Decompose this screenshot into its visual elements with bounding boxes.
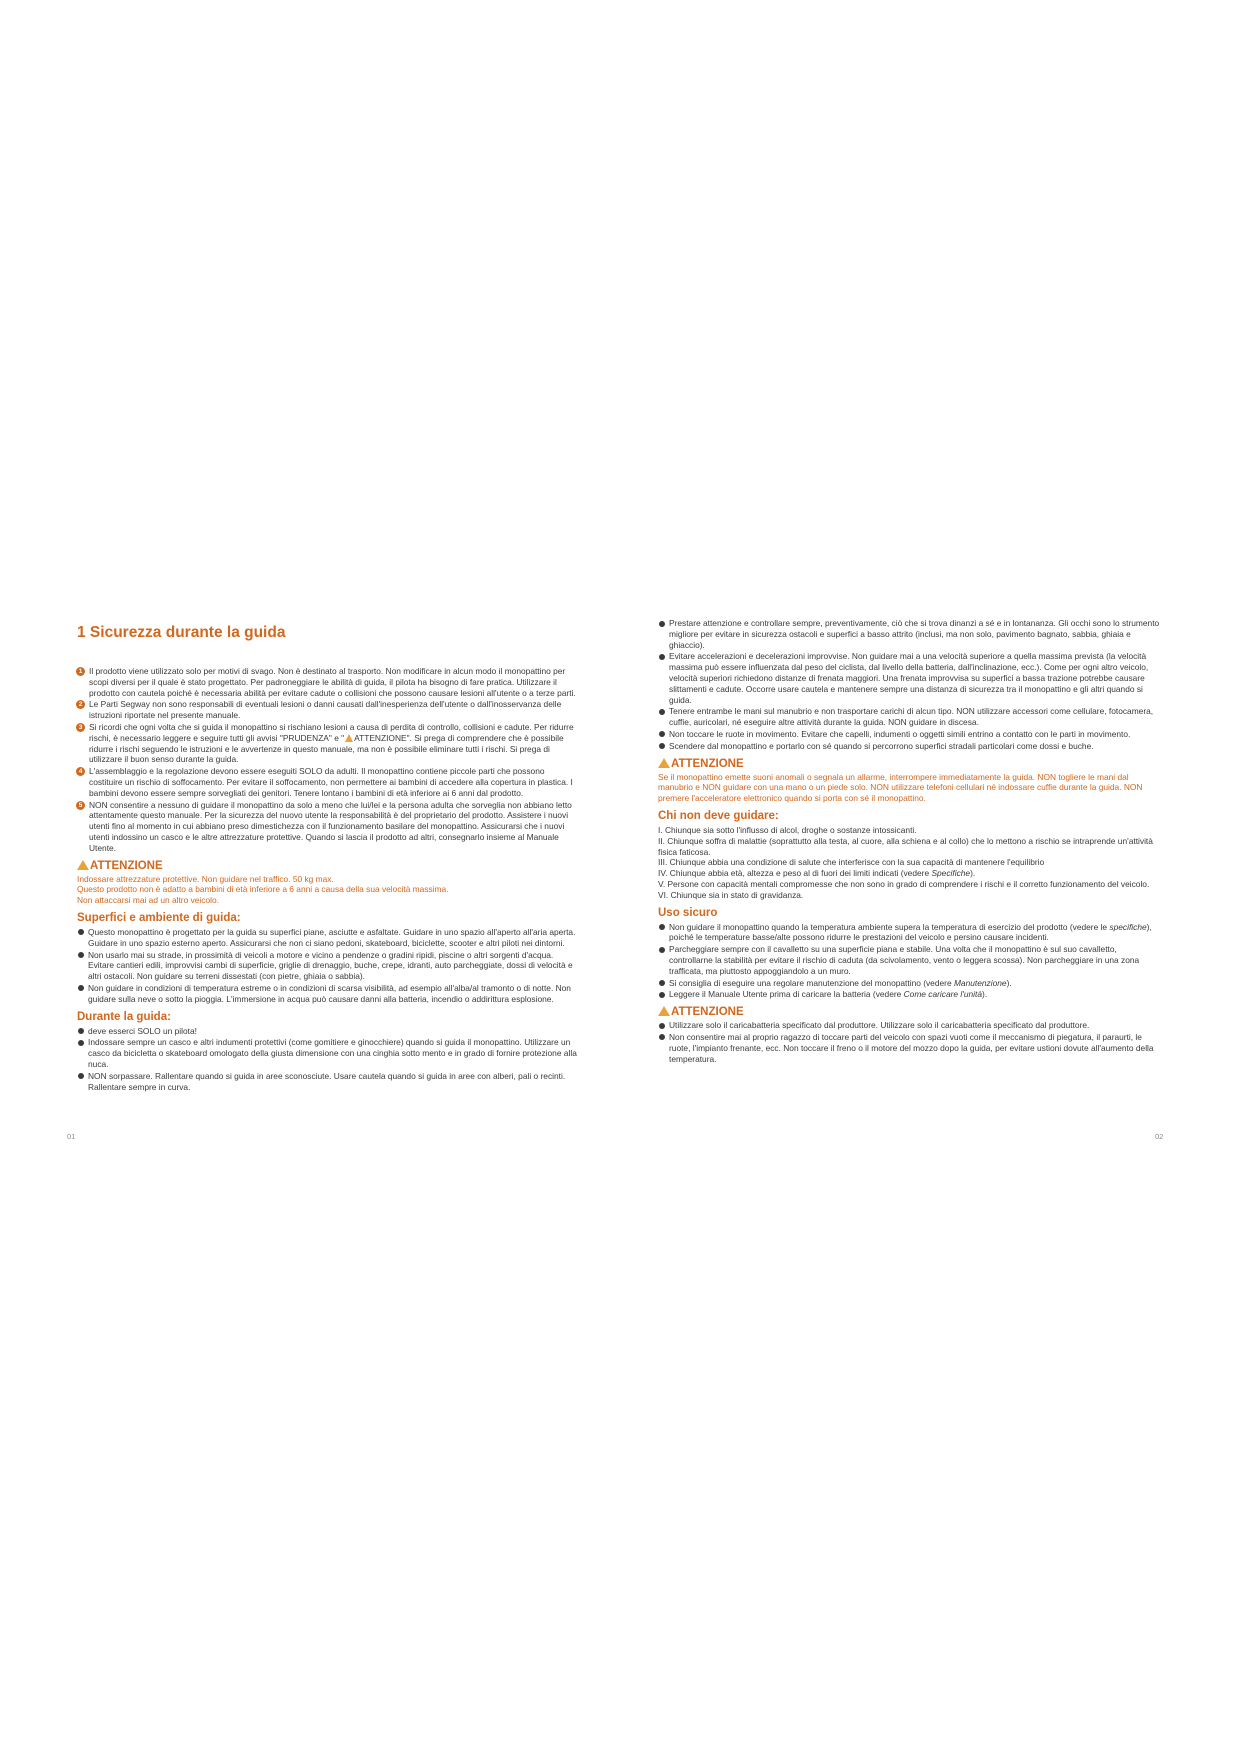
restriction-text: ).: [970, 868, 976, 879]
list-item-text: NON consentire a nessuno di guidare il monopattino da solo a meno che lui/lei e la persona adulta che sorveglia non abbiano letto attentamente questo manuale. Per la sicurezza del nuovo utente la responsabilità è del proprietario del prodotto. Assistere i nuovi utenti fino al momento in cui abbiano preso dimestichezza con il funzionamento basilare del monopattino. Assicurarsi che i nuovi utenti indossino un casco e le altre attrezzature protettive. Quando si lascia il prodotto ad altri, consegnarlo insieme al Manuale Utente.: [89, 799, 572, 853]
list-item-text: Parcheggiare sempre con il cavalletto su una superficie piana e stabile. Una volta che il monopattino è sul suo cavalletto, controllarne la stabilità per evitare il rischio di caduta (da scivolamento, vento o leggera scossa). Non parcheggiare in una zona trafficata, ma piuttosto appoggiandolo a un muro.: [669, 944, 1140, 976]
list-item: [77, 1071, 577, 1093]
list-item: [77, 699, 577, 721]
section-heading: Chi non deve guidare:: [658, 809, 779, 822]
left-page: [77, 618, 577, 1093]
list-item-text: NON sorpassare. Rallentare quando si guida in aree sconosciute. Usare cautela quando si guida in aree con alberi, pali o recinti. Rallentare sempre in curva.: [88, 1070, 566, 1092]
warning-text: Indossare attrezzature protettive. Non guidare nel traffico. 50 kg max.: [77, 873, 334, 884]
restriction-line: V. Persone con capacità mentali compromesse che non sono in grado di comprendere i rischi e il corretto funzionamento del veicolo.: [658, 878, 1150, 889]
list-item: [77, 950, 577, 982]
bullet-icon: [659, 621, 665, 627]
warning-triangle-icon: [77, 860, 89, 870]
warning-text: Questo prodotto non è adatto a bambini di età inferiore a 6 anni a causa della sua velocità massima.: [77, 884, 449, 895]
warning-heading: [658, 1006, 1160, 1019]
list-item-text: Non guidare in condizioni di temperatura estreme o in condizioni di scarsa visibilità, ad esempio all'alba/al tramonto o di notte. Non guidare sulla neve o sotto la pioggia. L'immersione in acqua può causare danni alla batteria, incendio o addirittura esplosione.: [88, 982, 571, 1004]
reference-link-text: Specifiche: [931, 868, 971, 879]
list-item-text: Evitare accelerazioni e decelerazioni improvvise. Non guidare mai a una velocità superiore a quella massima prevista (la velocità massima può essere influenzata dal peso del ciclista, dal livello della batteria, dall'inclinazione, ecc.). Come per ogni altro veicolo, velocità superiori richiedono distanze di frenata maggiori. Una frenata improvvisa su superfici a bassa trazione potrebbe causare slittamenti e cadute. Occorre usare cautela e mantenere sempre una distanza di sicurezza tra il monopattino e gli altri quando si guida.: [669, 651, 1149, 705]
list-item-text: Leggere il Manuale Utente prima di caricare la batteria (vedere: [669, 989, 904, 1000]
bullet-icon: [659, 654, 665, 660]
list-item-text: Si consiglia di eseguire una regolare manutenzione del monopattino (vedere: [669, 977, 954, 988]
list-item-text: Scendere dal monopattino e portarlo con sé quando si percorrono superfici stradali particolari come dossi e buche.: [669, 740, 1094, 751]
list-item-text: Non guidare il monopattino quando la temperatura ambiente supera la temperatura di esercizio del prodotto (vedere le: [669, 921, 1110, 932]
bullet-icon: [659, 980, 665, 986]
restriction-line: II. Chiunque soffra di malattie (soprattutto alla testa, al cuore, alla schiena e al collo) che lo mettono a rischio se intraprende un'attività fisica faticosa.: [658, 835, 1153, 857]
restriction-line: I. Chiunque sia sotto l'influsso di alcol, droghe o sostanze intossicanti.: [658, 824, 917, 835]
list-item: [77, 766, 577, 798]
right-page: [658, 618, 1160, 1065]
number-badge: 4: [76, 767, 85, 776]
bullet-icon: [78, 952, 84, 958]
list-item: [658, 944, 1160, 976]
warning-label: ATTENZIONE: [671, 1006, 744, 1019]
number-badge: 2: [76, 700, 85, 709]
list-item: [658, 706, 1160, 728]
list-item-text: Questo monopattino è progettato per la guida su superfici piane, asciutte e asfaltate. Guidare in uno spazio all'aperto all'aria aperta. Guidare in uno spazio esterno aperto. Assicurarsi che non ci siano pedoni, skateboard, biciclette, scooter e altri piloti nei dintorni.: [88, 926, 576, 948]
list-item-text: Indossare sempre un casco e altri indumenti protettivi (come gomitiere e ginocchiere) quando si guida il monopattino. Utilizzare un casco da bicicletta o skateboard omologato della giusta dimensione con una cinghia sotto mento e in grado di fornire protezione alla nuca.: [88, 1037, 577, 1069]
bullet-icon: [659, 731, 665, 737]
list-item-text: deve esserci SOLO un pilota!: [88, 1025, 197, 1036]
list-item: [658, 618, 1160, 650]
bullet-icon: [78, 1028, 84, 1034]
list-item-text: Non toccare le ruote in movimento. Evitare che capelli, indumenti o oggetti simili entrino a contatto con le parti in movimento.: [669, 728, 1131, 739]
list-item: [77, 927, 577, 949]
list-item: [658, 651, 1160, 705]
warning-text: Non attaccarsi mai ad un altro veicolo.: [77, 895, 219, 906]
list-item: [658, 978, 1160, 989]
list-item-text: ).: [982, 989, 988, 1000]
section-heading: Superfici e ambiente di guida:: [77, 911, 241, 924]
page-title: 1 Sicurezza durante la guida: [77, 624, 286, 641]
restriction-text: IV. Chiunque abbia età, altezza e peso al di fuori dei limiti indicati (vedere: [658, 868, 932, 879]
bullet-icon: [659, 709, 665, 715]
list-item: [77, 1037, 577, 1069]
bullet-icon: [659, 924, 665, 930]
bullet-icon: [659, 1023, 665, 1029]
list-item: [77, 983, 577, 1005]
bullet-icon: [659, 947, 665, 953]
section-heading: Uso sicuro: [658, 906, 718, 919]
section-heading: Durante la guida:: [77, 1010, 171, 1023]
bullet-list: [658, 1020, 1160, 1064]
bullet-list: [658, 922, 1160, 1001]
list-item-text: ), poiché le temperature basse/alte possono ridurre le prestazioni del veicolo e persino causare incidenti.: [669, 921, 1152, 943]
bullet-icon: [78, 985, 84, 991]
bullet-list: [77, 927, 577, 1005]
list-item: [77, 1026, 577, 1037]
bullet-list: [77, 1026, 577, 1093]
warning-heading: [658, 758, 1160, 771]
bullet-icon: [659, 1034, 665, 1040]
warning-text: Se il monopattino emette suoni anomali o segnala un allarme, interrompere immediatamente la guida. NON togliere le mani dal manubrio e NON guidare con una mano o un piede solo. NON utilizzare telefoni cellulari né indossare cuffie durante la guida. NON premere l'acceleratore elettronico quando si porta con sé il monopattino.: [658, 771, 1143, 804]
restriction-line: VI. Chiunque sia in stato di gravidanza.: [658, 889, 804, 900]
list-item: [77, 666, 577, 698]
numbered-safety-list: [77, 666, 577, 854]
list-item: [658, 741, 1160, 752]
list-item: [77, 800, 577, 854]
page-number-left: 01: [67, 1132, 76, 1141]
bullet-icon: [659, 743, 665, 749]
list-item-text: Le Parti Segway non sono responsabili di eventuali lesioni o danni causati dall'inesperienza dell'utente o dall'inosservanza delle istruzioni riportate nel presente manuale.: [89, 699, 562, 721]
bullet-icon: [78, 929, 84, 935]
restriction-line: III. Chiunque abbia una condizione di salute che interferisce con la sua capacità di mantenere l'equilibrio: [658, 857, 1045, 868]
warning-label: ATTENZIONE: [90, 859, 163, 872]
list-item-text: L'assemblaggio e la regolazione devono essere eseguiti SOLO da adulti. Il monopattino contiene piccole parti che possono costituire un rischio di soffocamento. Per evitare il soffocamento, non permettere ai bambini di accedere alla copertura in plastica. I bambini devono essere sempre sorvegliati dei genitori. Tenere lontano i bambini di età inferiore ai 6 anni dal prodotto.: [89, 766, 573, 798]
list-item-text: Tenere entrambe le mani sul manubrio e non trasportare carichi di alcun tipo. NON utilizzare accessori come cellulare, fotocamera, cuffie, auricolari, né eseguire altre attività durante la guida. NON guidare in discesa.: [669, 706, 1154, 728]
reference-link-text: Come caricare l'unità: [903, 989, 983, 1000]
reference-link-text: Manutenzione: [953, 977, 1007, 988]
number-badge: 5: [76, 801, 85, 810]
reference-link-text: specifiche: [1109, 921, 1147, 932]
list-item-text: Prestare attenzione e controllare sempre, preventivamente, ciò che si trova dinanzi a sé e in lontananza. Gli occhi sono lo strumento migliore per evitare in sicurezza ostacoli e superfici a basso attrito (inclusi, ma non solo, pavimento bagnato, sabbia, ghiaia e ghiaccio).: [669, 618, 1160, 650]
list-item: [658, 922, 1160, 944]
list-item: [658, 1020, 1160, 1031]
restriction-line: [658, 868, 1160, 879]
list-item: [658, 729, 1160, 740]
list-item-text: ).: [1006, 977, 1012, 988]
list-item: [658, 1032, 1160, 1064]
bullet-icon: [78, 1040, 84, 1046]
list-item-text: Il prodotto viene utilizzato solo per motivi di svago. Non è destinato al trasporto. Non modificare in alcun modo il monopattino per scopi diversi per il quale è stato progettato. Per padroneggiare le abilità di guida, il pilota ha bisogno di fare pratica. Utilizzare il prodotto con cautela poiché è necessaria abilità per evitare cadute o collisioni che possono causare lesioni all'utente o a terze parti.: [89, 666, 576, 698]
bullet-icon: [78, 1073, 84, 1079]
bullet-list: [658, 618, 1160, 752]
warning-triangle-icon: [658, 1006, 670, 1016]
number-badge: 3: [76, 723, 85, 732]
list-item: [77, 722, 577, 765]
warning-label: ATTENZIONE: [671, 757, 744, 770]
list-item-text: Non consentire mai al proprio ragazzo di toccare parti del veicolo con spazi vuoti come il meccanismo di piegatura, il paraurti, le ruote, l'impianto frenante, ecc. Non toccare il freno o il motore del mozzo dopo la guida, per evitare ustioni dovute all'aumento della temperatura.: [669, 1031, 1154, 1064]
list-item: [658, 989, 1160, 1000]
list-item-text: ATTENZIONE". Si prega di comprendere che è possibile ridurre i rischi seguendo le istruzioni e le avvertenze in questo manuale, ma non è possibile eliminare tutti i rischi. Si prega di utilizzare il buon senso durante la guida.: [89, 732, 564, 765]
warning-heading: [77, 860, 577, 873]
page-number-right: 02: [1155, 1132, 1164, 1141]
warning-triangle-icon: [658, 758, 670, 768]
bullet-icon: [659, 992, 665, 998]
list-item-text: Si ricordi che ogni volta che si guida il monopattino si rischiano lesioni a causa di perdita di controllo, collisioni e cadute. Per ridurre rischi, è necessario leggere e seguire tutti gli avvisi "PRUDENZA" e ": [89, 721, 574, 743]
list-item-text: Utilizzare solo il caricabatteria specificato dal produttore. Utilizzare solo il caricabatteria specificato dal produttore.: [669, 1020, 1090, 1031]
number-badge: 1: [76, 667, 85, 676]
list-item-text: Non usarlo mai su strade, in prossimità di veicoli a motore e vicino a pendenze o gradini ripidi, piscine o altri sorgenti d'acqua. Evitare cantieri edili, improvvisi cambi di superficie, griglie di drenaggio, buche, crepe, idranti, auto parcheggiate, dossi di velocità e altri ostacoli. Non guidare su terreni dissestati (con pietre, ghiaia o sabbia).: [88, 949, 573, 982]
warning-triangle-icon: [345, 734, 353, 742]
